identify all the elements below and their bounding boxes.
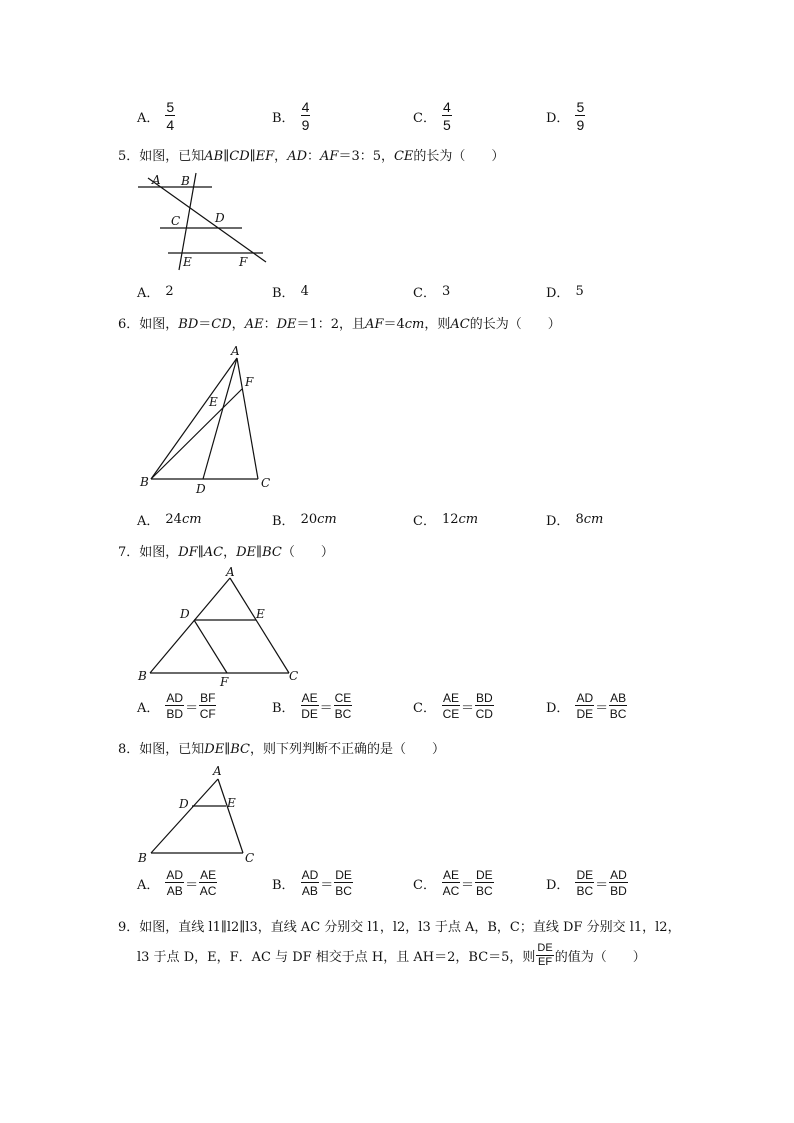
q7-option-c[interactable]: C． $\frac{AE}{CE}$ ＝ $\frac{BD}{CD}$ xyxy=(413,691,493,721)
label-e: E xyxy=(183,255,192,269)
fraction: $\frac{DE}{EF}$ xyxy=(537,942,553,968)
option-letter: D． xyxy=(546,110,570,126)
q8-option-c[interactable]: C． $\frac{AE}{AC}$ ＝ $\frac{DE}{BC}$ xyxy=(413,868,493,898)
option-letter: B． xyxy=(272,110,295,126)
label-c: C xyxy=(171,214,181,228)
label-b: B xyxy=(138,669,147,683)
label-c: C xyxy=(245,851,255,865)
label-b: B xyxy=(181,174,190,188)
q8-option-a[interactable]: A． $\frac{AD}{AB}$ ＝ $\frac{AE}{AC}$ xyxy=(137,868,217,898)
label-d: D xyxy=(179,797,189,811)
label-c: C xyxy=(261,476,271,490)
q5-option-b[interactable]: B． 4 xyxy=(272,284,309,301)
fraction: $\frac{5}{9}$ xyxy=(576,99,585,133)
label-d: D xyxy=(215,211,225,225)
q5-option-a[interactable]: A． 2 xyxy=(137,284,174,301)
q7-option-b[interactable]: B． $\frac{AE}{DE}$ ＝ $\frac{CE}{BC}$ xyxy=(272,691,352,721)
q5-option-c[interactable]: C． 3 xyxy=(413,284,451,301)
label-e: E xyxy=(227,796,236,810)
label-a: A xyxy=(231,344,240,358)
label-d: D xyxy=(196,482,206,496)
label-a: A xyxy=(226,565,235,579)
q6-option-d[interactable]: D． 8 cm xyxy=(546,512,604,529)
q6-option-b[interactable]: B． 20 cm xyxy=(272,512,337,529)
q6-stem: 6．如图，BD＝CD，AE：DE＝1：2，且AF＝4cm，则AC的长为（ ） xyxy=(118,317,561,332)
q7-stem: 7．如图，DF∥AC，DE∥BC（ ） xyxy=(118,545,334,560)
q7-option-a[interactable]: A． $\frac{AD}{BD}$ ＝ $\frac{BF}{CF}$ xyxy=(137,691,216,721)
label-d: D xyxy=(180,607,190,621)
option-letter: A． xyxy=(137,110,160,126)
side-ab xyxy=(151,779,218,853)
fraction: $\frac{5}{4}$ xyxy=(166,99,175,133)
label-b: B xyxy=(140,475,149,489)
q7-option-d[interactable]: D． $\frac{AD}{DE}$ ＝ $\frac{AB}{BC}$ xyxy=(546,691,627,721)
fraction: $\frac{4}{5}$ xyxy=(442,99,451,133)
label-a: A xyxy=(152,173,161,187)
label-e: E xyxy=(209,395,218,409)
label-a: A xyxy=(213,764,222,778)
q6-option-c[interactable]: C． 12 cm xyxy=(413,512,479,529)
q8-option-d[interactable]: D． $\frac{DE}{BC}$ ＝ $\frac{AD}{BD}$ xyxy=(546,868,627,898)
option-letter: C． xyxy=(413,110,436,126)
label-e: E xyxy=(256,607,265,621)
side-ac xyxy=(218,779,243,853)
q9-stem-line2: l3 于点 D，E，F．AC 与 DF 相交于点 H，且 AH＝2，BC＝5，则 $\frac{DE}{EF}$ 的值为（ ） xyxy=(137,942,646,968)
label-b: B xyxy=(138,851,147,865)
label-f: F xyxy=(220,675,229,689)
q9-stem-line1: 9．如图，直线 l1∥l2∥l3，直线 AC 分别交 l1，l2，l3 于点 A，B，C；直线 DF 分别交 l1，l2， xyxy=(118,920,681,935)
q5-option-d[interactable]: D． 5 xyxy=(546,284,584,301)
label-f: F xyxy=(239,255,248,269)
q5-stem: 5．如图，已知AB∥CD∥EF，AD：AF＝3：5，CE的长为（ ） xyxy=(118,149,505,164)
q8-option-b[interactable]: B． $\frac{AD}{AB}$ ＝ $\frac{DE}{BC}$ xyxy=(272,868,352,898)
label-f: F xyxy=(245,375,254,389)
q8-stem: 8．如图，已知DE∥BC，则下列判断不正确的是（ ） xyxy=(118,742,445,757)
fraction: $\frac{4}{9}$ xyxy=(301,99,310,133)
q6-option-a[interactable]: A． 24 cm xyxy=(137,512,202,529)
label-c: C xyxy=(289,669,299,683)
